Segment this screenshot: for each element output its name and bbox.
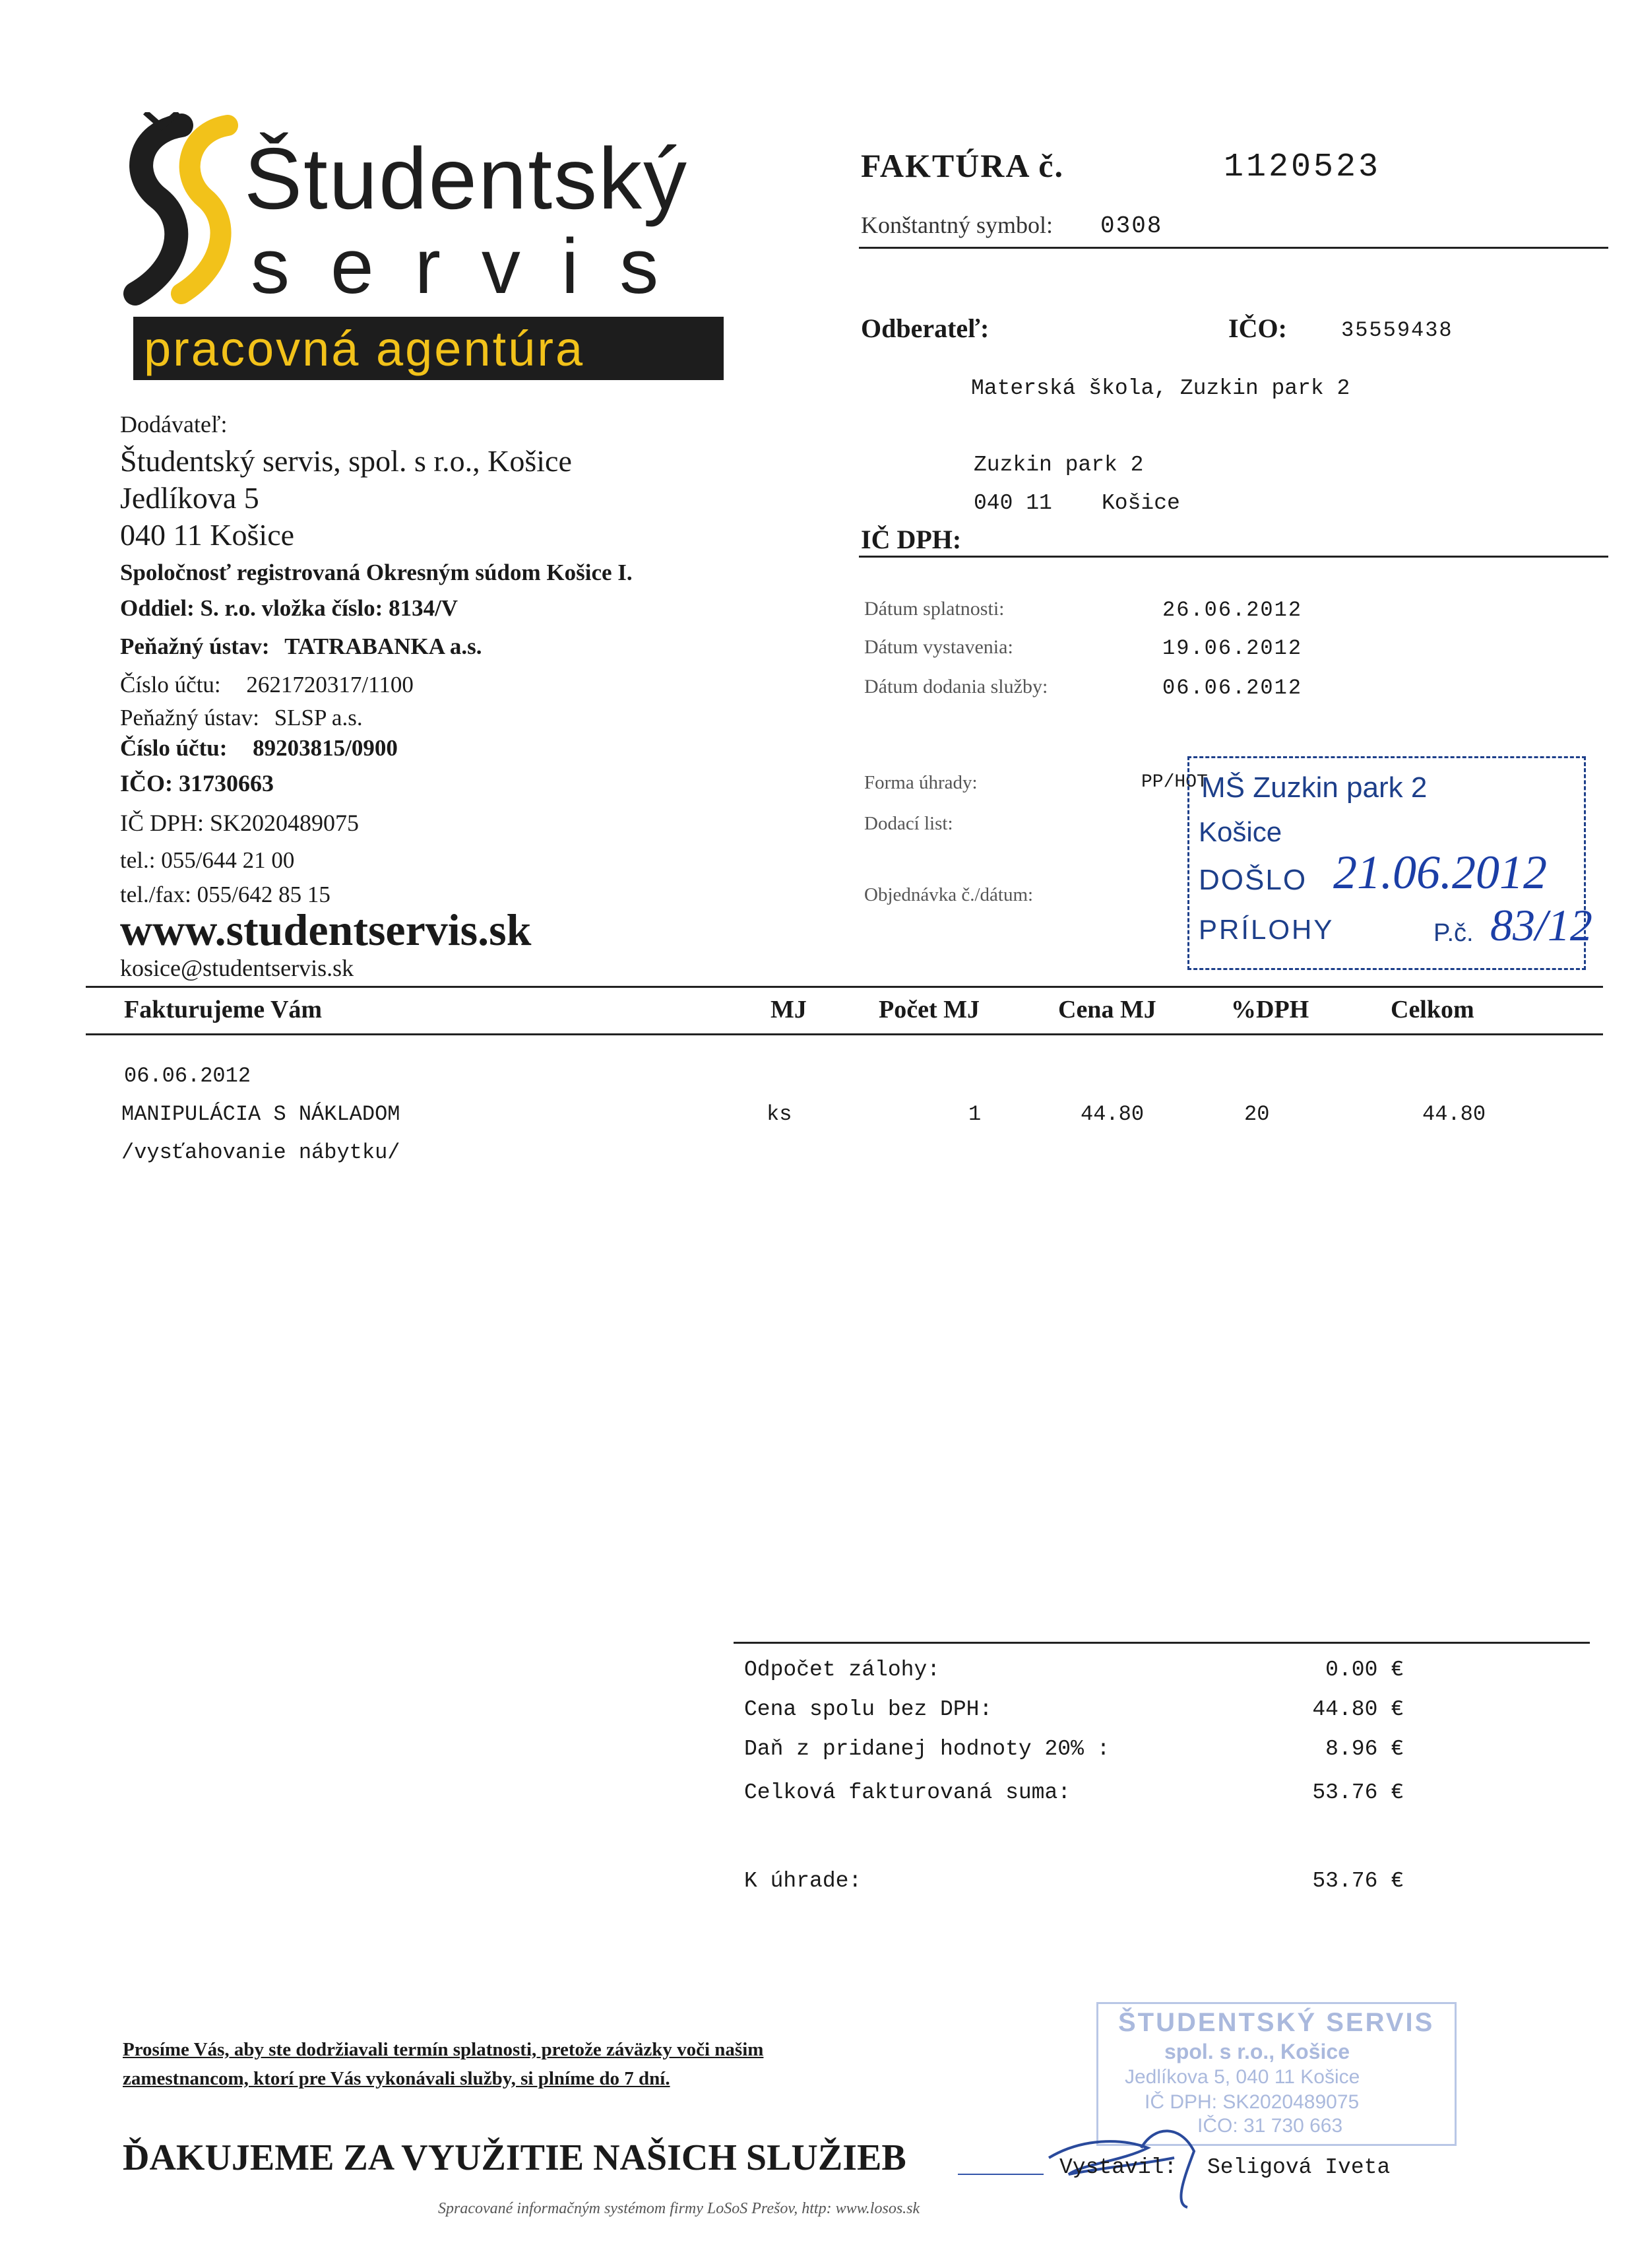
payment-form-value: PP/HOT	[1141, 772, 1208, 793]
advance-label: Odpočet zálohy:	[744, 1658, 941, 1682]
company-stamp-line5: IČO: 31 730 663	[1197, 2115, 1343, 2137]
bank1-name: TATRABANKA a.s.	[284, 633, 482, 659]
stamp-line1: MŠ Zuzkin park 2	[1201, 771, 1428, 804]
item-qty: 1	[968, 1102, 982, 1126]
bank2-name: SLSP a.s.	[274, 705, 363, 730]
account1-number: 2621720317/1100	[246, 672, 414, 697]
col-header-qty: Počet MJ	[879, 996, 980, 1023]
stamp-reg-number: 83/12	[1490, 900, 1592, 950]
logo-banner-text: pracovná agentúra	[144, 321, 585, 376]
col-header-price: Cena MJ	[1058, 996, 1156, 1023]
issue-date-value: 19.06.2012	[1162, 636, 1303, 661]
delivery-note-label: Dodací list:	[864, 813, 953, 834]
supplier-account2	[120, 735, 398, 761]
totals-top-rule	[734, 1642, 1590, 1644]
amount-due-value: 53.76 €	[1312, 1869, 1404, 1893]
table-header-rule	[86, 1033, 1603, 1035]
supplier-website[interactable]: www.studentservis.sk	[120, 905, 532, 955]
supplier-email[interactable]: kosice@studentservis.sk	[120, 955, 354, 981]
supplier-icdph: IČ DPH: SK2020489075	[120, 810, 360, 836]
supplier-account1	[120, 672, 414, 698]
stamp-received-date: 21.06.2012	[1333, 846, 1547, 899]
account1-label: Číslo účtu:	[120, 672, 221, 697]
amount-due-label: K úhrade:	[744, 1869, 862, 1893]
supplier-name: Študentský servis, spol. s r.o., Košice	[120, 444, 572, 478]
stamp-received-label: DOŠLO	[1199, 864, 1307, 896]
customer-zip: 040 11	[974, 491, 1052, 515]
logo-word-servis: servis	[251, 223, 700, 310]
bank1-label: Peňažný ústav:	[120, 633, 270, 659]
header-divider-2	[859, 556, 1608, 558]
supplier-tel: tel.: 055/644 21 00	[120, 847, 295, 873]
customer-name: Materská škola, Zuzkin park 2	[971, 376, 1350, 401]
payment-notice-line1: Prosíme Vás, aby ste dodržiavali termín splatnosti, pretože záväzky voči našim	[123, 2039, 764, 2060]
invoice-number: 1120523	[1224, 148, 1381, 186]
thank-you-heading: ĎAKUJEME ZA VYUŽITIE NAŠICH SLUŽIEB	[123, 2137, 906, 2178]
stamp-attachments-label: PRÍLOHY	[1199, 914, 1335, 945]
delivery-date-label: Dátum dodania služby:	[864, 676, 1048, 697]
company-stamp-line3: Jedlíkova 5, 040 11 Košice	[1125, 2066, 1360, 2088]
net-total-value: 44.80 €	[1312, 1697, 1404, 1722]
item-date: 06.06.2012	[124, 1064, 251, 1088]
stamp-line2: Košice	[1199, 816, 1282, 847]
supplier-section: Oddiel: S. r.o. vložka číslo: 8134/V	[120, 595, 458, 621]
due-date-value: 26.06.2012	[1162, 598, 1303, 622]
software-credit: Spracované informačným systémom firmy LoSoS Prešov, http: www.losos.sk	[438, 2200, 920, 2217]
account2-label: Číslo účtu:	[120, 735, 228, 761]
customer-ico-value: 35559438	[1341, 318, 1453, 342]
order-label: Objednávka č./dátum:	[864, 884, 1034, 905]
col-header-vat: %DPH	[1231, 996, 1309, 1023]
company-stamp-line4: IČ DPH: SK2020489075	[1145, 2091, 1360, 2113]
payment-form-label: Forma úhrady:	[864, 772, 978, 793]
supplier-registration: Spoločnosť registrovaná Okresným súdom Košice I.	[120, 560, 633, 585]
const-symbol-value: 0308	[1100, 212, 1163, 240]
col-header-unit: MJ	[771, 996, 807, 1023]
customer-icdph-label: IČ DPH:	[861, 525, 962, 554]
const-symbol-label: Konštantný symbol:	[861, 212, 1054, 238]
company-stamp-line2: spol. s r.o., Košice	[1164, 2040, 1350, 2063]
customer-heading: Odberateľ:	[861, 313, 990, 343]
item-total: 44.80	[1422, 1102, 1486, 1126]
table-top-rule	[86, 986, 1603, 988]
invoice-title: FAKTÚRA č.	[861, 147, 1064, 184]
supplier-city: 040 11 Košice	[120, 518, 295, 552]
signature-line	[958, 2174, 1044, 2175]
account2-number: 89203815/0900	[253, 735, 398, 761]
logo-ss-mark	[119, 112, 251, 310]
vat-total-value: 8.96 €	[1325, 1737, 1404, 1761]
item-price: 44.80	[1081, 1102, 1145, 1126]
advance-value: 0.00 €	[1325, 1658, 1404, 1682]
received-stamp	[1187, 756, 1592, 970]
gross-total-label: Celková fakturovaná suma:	[744, 1780, 1071, 1805]
issued-by-name: Seligová Iveta	[1207, 2155, 1391, 2180]
item-vat: 20	[1244, 1102, 1270, 1126]
supplier-bank2	[120, 705, 363, 731]
supplier-ico: IČO: 31730663	[120, 770, 274, 796]
item-unit: ks	[767, 1102, 792, 1126]
stamp-reg-label: P.č.	[1433, 919, 1474, 947]
customer-ico-label: IČO:	[1228, 313, 1287, 343]
issue-date-label: Dátum vystavenia:	[864, 636, 1013, 658]
company-stamp-line1: ŠTUDENTSKÝ SERVIS	[1118, 2008, 1435, 2037]
customer-city: Košice	[1102, 491, 1180, 515]
item-description-detail: /vysťahovanie nábytku/	[121, 1140, 400, 1165]
header-divider-1	[859, 247, 1608, 249]
customer-street: Zuzkin park 2	[974, 453, 1144, 477]
supplier-heading: Dodávateľ:	[120, 411, 228, 437]
vat-total-label: Daň z pridanej hodnoty 20% :	[744, 1737, 1110, 1761]
gross-total-value: 53.76 €	[1312, 1780, 1404, 1805]
issued-by-label: Vystavil:	[1059, 2155, 1178, 2180]
supplier-street: Jedlíkova 5	[120, 481, 259, 515]
delivery-date-value: 06.06.2012	[1162, 676, 1303, 700]
col-header-total: Celkom	[1391, 996, 1474, 1023]
payment-notice-line2: zamestnancom, ktorí pre Vás vykonávali služby, si plníme do 7 dní.	[123, 2068, 670, 2089]
supplier-fax: tel./fax: 055/642 85 15	[120, 882, 330, 907]
bank2-label: Peňažný ústav:	[120, 705, 259, 730]
item-description: MANIPULÁCIA S NÁKLADOM	[121, 1102, 400, 1126]
net-total-label: Cena spolu bez DPH:	[744, 1697, 993, 1722]
due-date-label: Dátum splatnosti:	[864, 598, 1005, 620]
logo-word-studentsky: Študentský	[244, 130, 689, 227]
col-header-desc: Fakturujeme Vám	[124, 996, 323, 1023]
supplier-bank1	[120, 633, 482, 660]
